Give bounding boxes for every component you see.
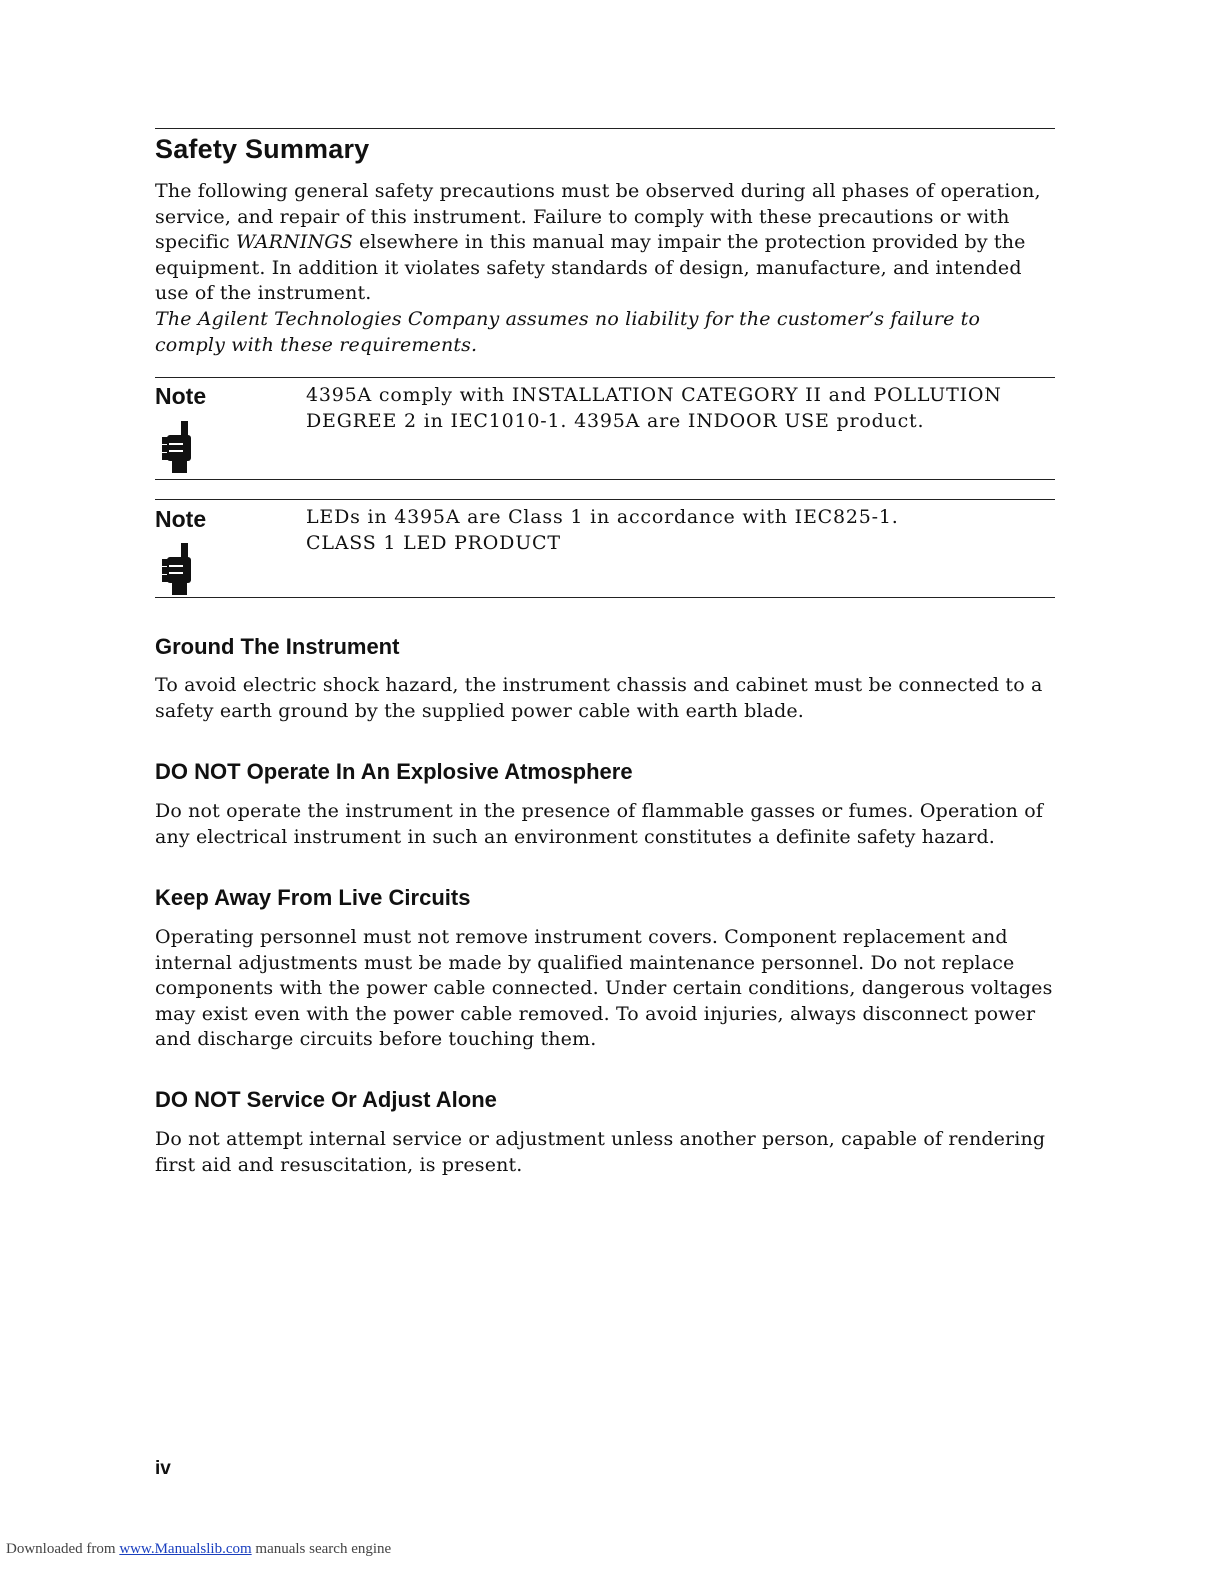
- note-1-bottom-rule: [155, 479, 1055, 480]
- note-1-label: Note: [155, 383, 207, 409]
- section-body-ground: To avoid electric shock hazard, the instrument chassis and cabinet must be connected to a safety earth ground by the supplied power cable with earth blade.: [155, 674, 1043, 722]
- intro-text-before: The following general safety precautions must be observed during all phases of operation, service, and repair of this instrument. Failure to comply with these precautions or with specific: [155, 180, 1041, 254]
- note-2-line-2: CLASS 1 LED PRODUCT: [306, 531, 561, 554]
- section-heading-live-circuits: Keep Away From Live Circuits: [155, 885, 471, 910]
- note-2-bottom-rule: [155, 597, 1055, 598]
- warnings-emphasis: WARNINGS: [236, 231, 353, 254]
- footer-suffix: manuals search engine: [251, 1541, 392, 1557]
- note-1-line-2: DEGREE 2 in IEC1010-1. 4395A are INDOOR USE product.: [306, 409, 925, 432]
- section-body-service-alone: Do not attempt internal service or adjustment unless another person, capable of rendering first aid and resuscitation, is present.: [155, 1128, 1046, 1176]
- manualslib-link[interactable]: www.Manualslib.com: [119, 1541, 252, 1557]
- section-heading-service-alone: DO NOT Service Or Adjust Alone: [155, 1087, 497, 1112]
- pointing-hand-icon: [162, 543, 196, 597]
- section-body-explosive: Do not operate the instrument in the presence of flammable gasses or fumes. Operation of any electrical instrument in such an environment constitutes a definite safety hazard.: [155, 800, 1044, 848]
- note-1-text: [306, 383, 1046, 434]
- pointing-hand-icon: [162, 421, 196, 475]
- note-1-line-1: 4395A comply with INSTALLATION CATEGORY II and POLLUTION: [306, 384, 1002, 406]
- section-heading-explosive: DO NOT Operate In An Explosive Atmosphere: [155, 759, 633, 784]
- footer-prefix: Downloaded from: [6, 1541, 120, 1557]
- note-2-text: [306, 505, 1046, 556]
- intro-text-after: elsewhere in this manual may impair the protection provided by the equipment. In addition it violates safety standards of design, manufacture, and intended use of the instrument.: [155, 231, 1026, 305]
- section-body-live-circuits: Operating personnel must not remove instrument covers. Component replacement and internal adjustments must be made by qualified maintenance personnel. Do not replace components with the power cable connected. Under certain conditions, dangerous voltages may exist even with the power cable removed. To avoid injuries, always disconnect power and discharge circuits before touching them.: [155, 926, 1053, 1051]
- note-1-top-rule: [155, 377, 1055, 378]
- page-title: Safety Summary: [155, 134, 370, 164]
- intro-paragraph: [155, 179, 1055, 307]
- top-rule: [155, 128, 1055, 129]
- download-footer: [6, 1541, 391, 1558]
- note-2-label: Note: [155, 506, 207, 532]
- note-2-line-1: LEDs in 4395A are Class 1 in accordance with IEC825-1.: [306, 506, 899, 528]
- section-heading-ground: Ground The Instrument: [155, 634, 400, 659]
- page-number: iv: [155, 1458, 171, 1479]
- note-2-top-rule: [155, 499, 1055, 500]
- liability-disclaimer: The Agilent Technologies Company assumes no liability for the customer’s failure to comply with these requirements.: [155, 308, 981, 356]
